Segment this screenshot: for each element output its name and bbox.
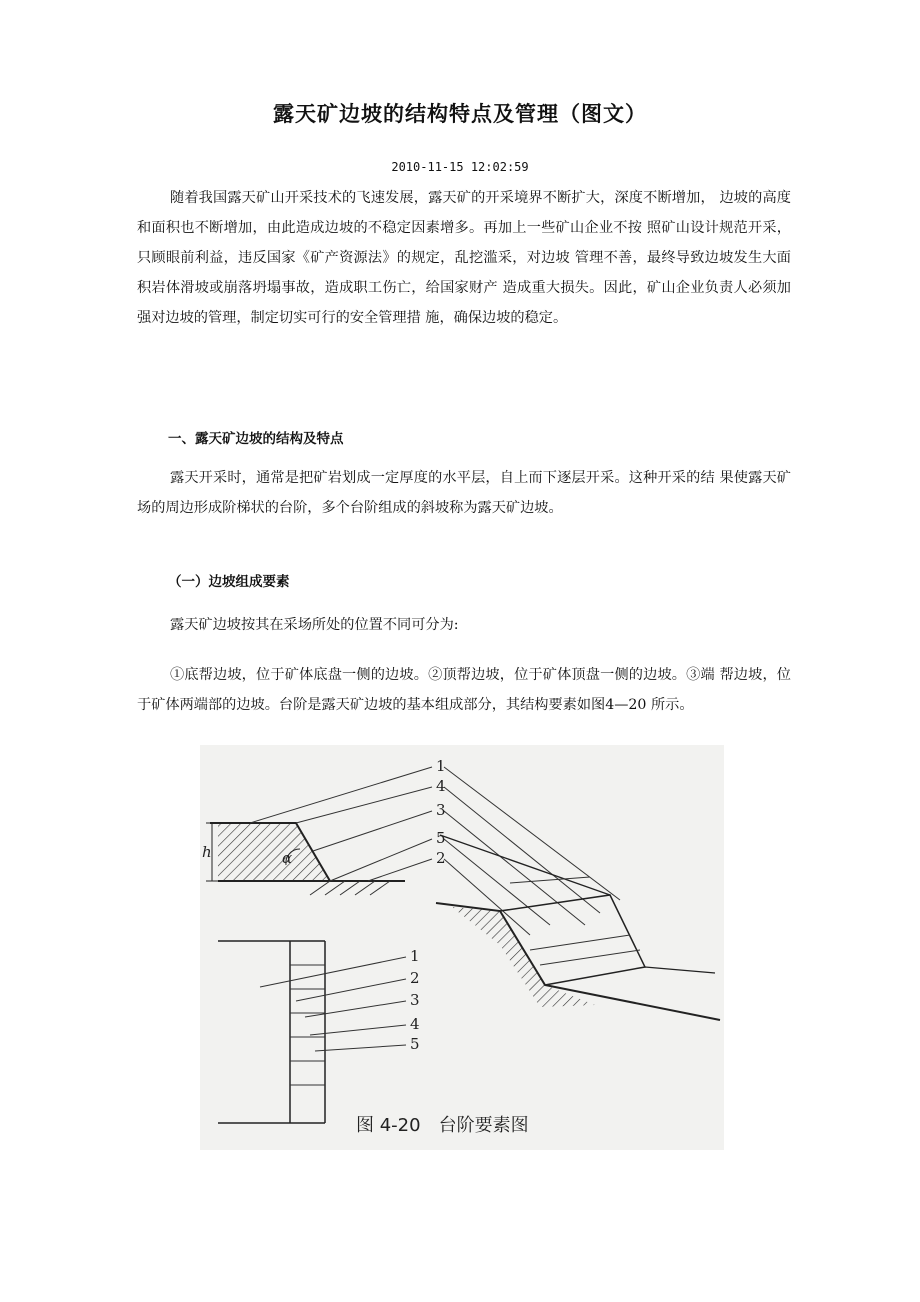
subsection-heading: （一）边坡组成要素 bbox=[168, 574, 290, 590]
section-heading: 一、露天矿边坡的结构及特点 bbox=[168, 431, 344, 447]
isometric-view bbox=[436, 835, 720, 1020]
leader-label: 5 bbox=[436, 829, 446, 847]
page-title: 露天矿边坡的结构特点及管理（图文） bbox=[273, 102, 647, 126]
leader-label: 4 bbox=[436, 777, 446, 795]
leader-label: 2 bbox=[436, 849, 446, 867]
leader-label: 3 bbox=[436, 801, 446, 819]
plan-label: 4 bbox=[410, 1015, 420, 1033]
leader-label: 1 bbox=[436, 757, 446, 775]
height-label: h bbox=[202, 843, 212, 861]
plan-view bbox=[218, 941, 420, 1123]
subsection-intro: 露天矿边坡按其在采场所处的位置不同可分为: bbox=[170, 617, 459, 633]
section-paragraph: 露天开采时，通常是把矿岩划成一定厚度的水平层，自上而下逐层开采。这种开采的结 果使露天矿场的周边形成阶梯状的台阶，多个台阶组成的斜坡称为露天矿边坡。 bbox=[137, 470, 791, 516]
plan-label: 5 bbox=[410, 1035, 420, 1053]
intro-paragraph: 随着我国露天矿山开采技术的飞速发展，露天矿的开采境界不断扩大，深度不断增加， 边坡的高度和面积也不断增加，由此造成边坡的不稳定因素增多。再加上一些矿山企业不按 照矿山设计规范开采，只顾眼前利益，违反国家《矿产资源法》的规定，乱挖滥采，对边坡 管理不善，最终导致边坡发生大面积岩体滑坡或崩落坍塌事故，造成职工伤亡，给国家财产 造成重大损失。因此，矿山企业负责人必须加强对边坡的管理，制定切实可行的安全管理措 施，确保边坡的稳定。 bbox=[137, 190, 791, 326]
timestamp: 2010-11-15 12:02:59 bbox=[391, 160, 529, 174]
bench-elements-figure bbox=[200, 745, 724, 1150]
bench-diagram bbox=[200, 745, 724, 1150]
cross-section bbox=[202, 757, 446, 895]
subsection-paragraph: ①底帮边坡，位于矿体底盘一侧的边坡。②顶帮边坡，位于矿体顶盘一侧的边坡。③端 帮边坡，位于矿体两端部的边坡。台阶是露天矿边坡的基本组成部分，其结构要素如图4—20 所示。 bbox=[137, 667, 791, 713]
plan-label: 2 bbox=[410, 969, 420, 987]
figure-caption: 图 4-20 台阶要素图 bbox=[356, 1115, 529, 1136]
plan-label: 3 bbox=[410, 991, 420, 1009]
angle-label: α bbox=[282, 849, 293, 867]
plan-label: 1 bbox=[410, 947, 420, 965]
